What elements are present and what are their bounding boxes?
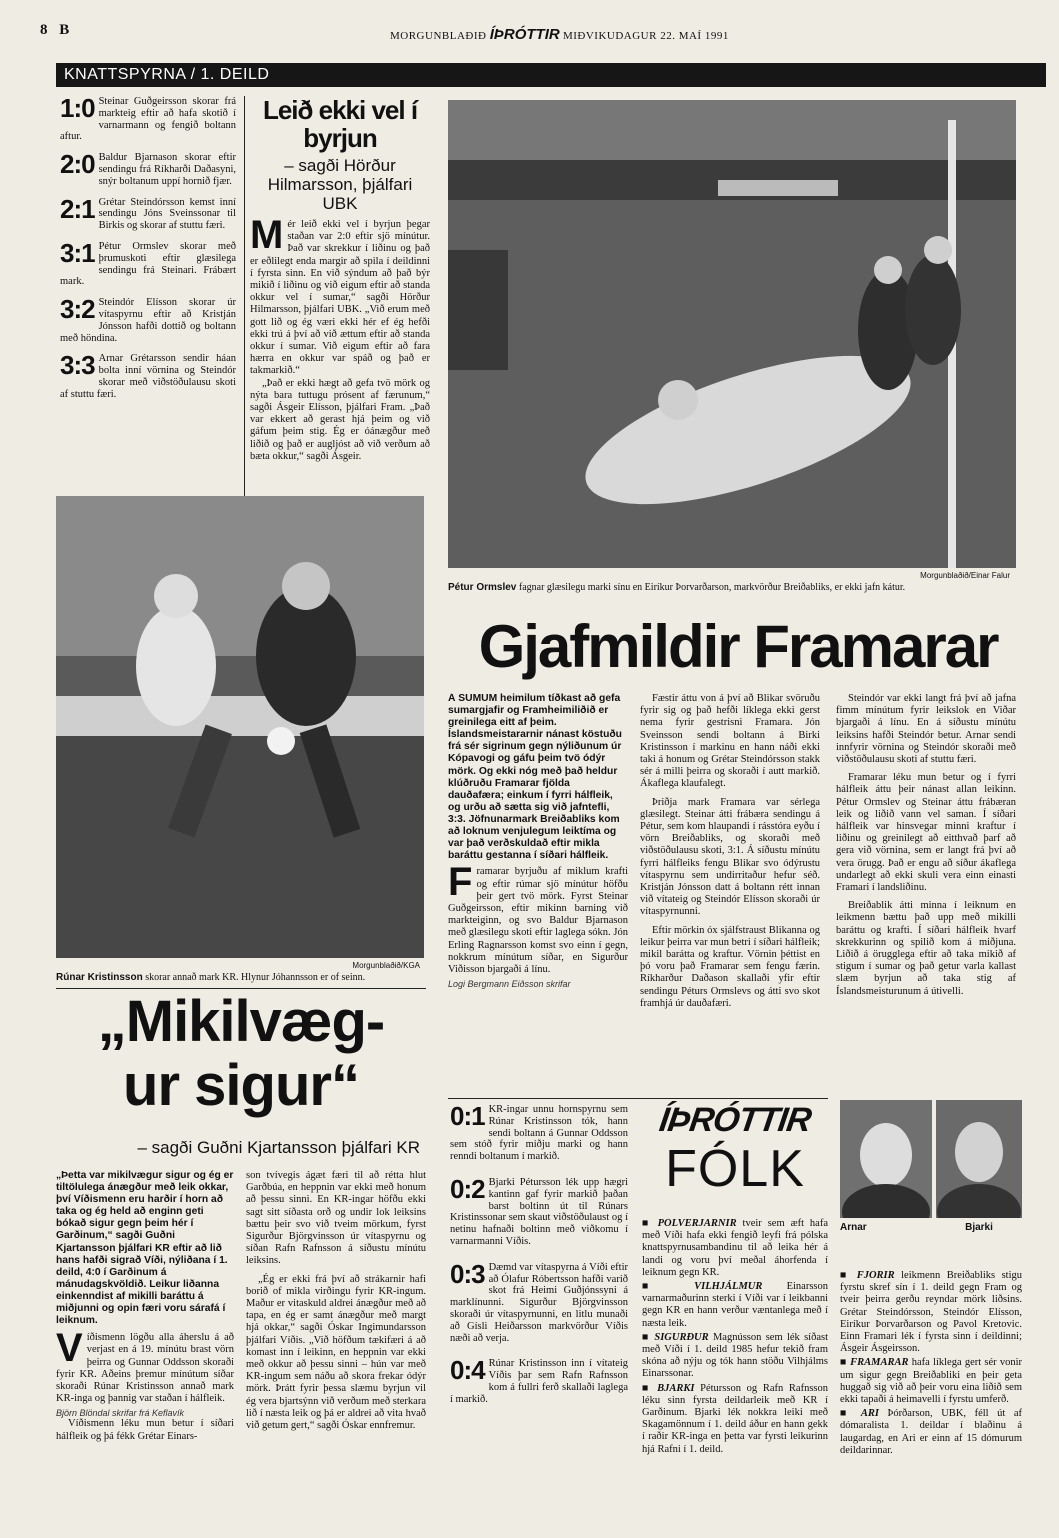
goal-description: Pétur Ormslev skorar með þrumuskoti eftir glæsilega sendingu frá Steinari. Frábært mark. [60, 240, 236, 288]
ubk-body: M ér leið ekki vel í byrjun þegar staðan var 2:0 eftir sjö mínútur. Það var skrekkur í liðinu og það er eðlilegt enda margir að spila í deildinni í fyrsta sinn. En við sýndum að það býr mikið í liðinu og við eigum eftir að standa okkur vel í sumar,“ sagði Hörður Hilmarsson, þjálfari UBK. „Við erum með gott lið og ég væri ekki hér ef ég hefði ekki trú á því að við ættum eftir að standa okkur í sumar. Við eigum eftir að fara hærra en okkur var spáð og það er takmarkið.“ „Það er ekki hægt að gefa tvö mörk og nýta bara tuttugu prósent af færunum,“ sagði Ásgeir Elísson, þjálfari Fram. „Það var ekkert að gerast hjá þeim og við gáfum þeim stig. Ég er óánægður með liðið og það er augljóst að við verðum að bæta okkur,“ sagði Ásgeir. [250, 213, 430, 462]
bullet-square-icon: ■ [642, 1331, 655, 1343]
photo1-credit: Morgunblaðið/Einar Falur [920, 571, 1010, 580]
masthead [390, 26, 729, 43]
goal-description: Grétar Steindórsson kemst inní sendingu Jóns Sveinssonar til Birkis og skorar af stuttu færi. [98, 196, 236, 232]
bullet-square-icon: ■ [642, 1218, 658, 1229]
kr-goal-item [450, 1358, 628, 1405]
goal-item [60, 152, 236, 187]
fram-byline: Logi Bergmann Eiðsson skrifar [448, 979, 571, 990]
caption-arnar: Arnar [840, 1222, 867, 1233]
kr-photo-illustration [56, 496, 424, 958]
goal-item [60, 197, 236, 232]
fram-dropcap: F [448, 860, 473, 905]
goal-score: 3:2 [60, 297, 95, 325]
folk-item-head: PÓLVERJARNIR [657, 1218, 737, 1229]
kr-goal-description: Dæmd var vítaspyrna á Víði eftir að Ólafur Róbertsson hafði varið skot frá Heimi Guðjónssyni á marklínunni. Sigurður Björgvinsson skoraði úr vítaspyrnunni, en litlu munaði að Gísli Heiðarsson markvörður Víðis næði að verja. [450, 1261, 628, 1344]
folk-item [642, 1332, 828, 1381]
kr-dropcap: V [56, 1326, 83, 1371]
kr-article-col2: son tvívegis ágæt færi til að rétta hlut Garðbúa, en heppnin var ekki með honum að þessu sinni. En KR-ingar höfðu ekki sagt sitt síðasta orð og undir lok leiksins bættu þeir svo við tveim mörkum, fyrst Sigurður Björgvinsson úr vítaspyrnu og síðan Rafn Rafnsson á síðustu mínútu leiksins. „Ég er ekki frá því að strákarnir hafi borið of mikla virðingu fyrir KR-ingum. Maður er vitaskuld aldrei ánægður með að tapa, en ég er samt ánægður með margt hjá okkar,“ sagði Óskar Ingimundarsson þjálfari Víðis. „Við höfðum tækifæri á að komast inn í leikinn, en heppnin var ekki með okkur að þessu sinni – hún var með KR-ingum sem náðu að skora frekar ódýr mörk. Þrátt fyrir þessa slæmu byrjun vil ég vera bjartsýnn við verðum með sterkara lið í næsta leik og þá er aldrei að vita hvað við getum gert,“ sagði Óskar ennfremur. [246, 1170, 426, 1432]
kr-goal-item [450, 1177, 628, 1248]
goal-score: 2:0 [60, 152, 95, 180]
kr-goal-score: 0:3 [450, 1261, 485, 1289]
page-header [40, 20, 1040, 46]
kr-goal-description: Bjarki Pétursson lék upp hægri kantinn gaf fyrir markið þaðan barst boltinn út til Rúnars Kristinssonar sem skaut viðstöðulaust og í netinu hafnaði boltinn með viðkomu í varnarmanni Víðis. [450, 1176, 628, 1247]
photo-bjarki [936, 1100, 1022, 1218]
kr-subtitle: – sagði Guðni Kjartansson þjálfari KR [137, 1138, 420, 1157]
folk-item [642, 1281, 828, 1330]
goal-description: Steindór Elísson skorar úr vítaspyrnu eftir að Kristján Jónsson hafði dottið og boltann með höndina. [60, 297, 236, 344]
photo1-caption: Pétur Ormslev fagnar glæsilegu marki sínu en Eiríkur Þorvarðarson, markvörður Breiðabliks, er ekki jafn kátur. [448, 582, 906, 593]
kr-byline: Björn Blöndal skrifar frá Keflavík [56, 1408, 185, 1419]
caption-bjarki: Bjarki [965, 1222, 993, 1233]
folk-item-text: tveir sem æft hafa með Víði hafa ekki fengið leyfi frá pólska knattspyrnusambandinu til að leika hér á landi og voru því meðal áhorfenda í leiknum gegn KR. [642, 1218, 828, 1278]
section-logo: ÍÞRÓTTIR [489, 26, 560, 43]
folk-item-text: leikmenn Breiðabliks stigu fyrstu skref sín í 1. deild gegn Fram og tveir þeirra gerðu reyndar mörk liðsins. Grétar Steindórsson, Steindór Elísson, Eiríkur Þorvarðarson og Pavol Kretovic. Einn Framari lék í fyrsta sinn í deildinni; Ásgeir Ásgeirsson. [840, 1270, 1022, 1355]
bullet-square-icon: ■ [840, 1408, 861, 1420]
goalkeeper-photo-illustration [448, 100, 1016, 568]
kr-goal-item [450, 1262, 628, 1345]
paper-name: MORGUNBLAÐIÐ [390, 30, 487, 42]
bullet-square-icon: ■ [840, 1270, 857, 1281]
folk-item-head: FRAMARAR [850, 1357, 909, 1369]
photo-goalkeeper-dive [448, 100, 1016, 568]
fram-lead: Á SUMUM heimilum tíðkast að gefa sumargjafir og Framheimiliðið er greinilega eitt af þeim. Íslandsmeistararnir nánast köstuðu frá sér sigrinum gegn nýliðunum úr Kópavogi og gáfu þeim tvö ódýr mörk. Og ekki nóg með það heldur klúðruðu Framarar fjölda dauðafæra; einkum í fyrri hálfleik, og urðu að sætta sig við jafntefli, 3:3. Jöfnunarmark Breiðabliks kom að loknum venjulegum leiktíma og var það verðskuldað eftir mikla baráttu gestanna í síðari hálfleik. [448, 693, 622, 862]
goal-description: Arnar Grétarsson sendir háan bolta inní vörnina og Steindór skorar með viðstöðulausu skoti af stuttu færi. [60, 353, 236, 400]
bjarki-portrait [936, 1100, 1022, 1218]
photo-arnar [840, 1100, 932, 1218]
folk-item-text: Einarsson varnarmaðurinn sterki í Víði var í leikbanni gegn KR en hann verður væntanlega með í næsta leik. [642, 1281, 828, 1329]
folk-item-head: VILHJÁLMUR [694, 1281, 763, 1293]
kr-goal-description: Rúnar Kristinsson inn í vítateig Víðis þar sem Rafn Rafnsson kom á fullri ferð skallaði laglega í markið. [450, 1358, 628, 1405]
arnar-portrait [840, 1100, 932, 1218]
kr-title: „Mikilvæg- ur sigur“ [97, 990, 385, 1118]
kr-goal-description: KR-ingar unnu hornspyrnu sem Rúnar Kristinsson tók, hann sendi boltann á Gunnar Oddsson sem stóð fyrir miðju marki og hann renndi boltanum í markið. [450, 1104, 628, 1163]
goal-score: 2:1 [60, 196, 95, 224]
bullet-square-icon: ■ [840, 1357, 851, 1369]
goal-item [60, 353, 236, 400]
fram-col2: Fæstir áttu von á því að Blikar svöruðu fyrir sig og það hefði líklega ekki gerst nema fyrir gestrisni Framara. Jón Sveinsson sendi boltann á Birki Kristinsson í markinu en hann náði ekki taki á honum og Grétar Steindórsson stakk sér á milli þeirra og skoraði í autt markið. Ákaflega klaufalegt. Þriðja mark Framara var sérlega glæsilegt. Steinar átti frábæra sendingu á Pétur, sem kom hlaupandi í rásstóra eyðu í vörn Breiðabliks, og skoraði með viðstöðulausu skoti, 3:1. Á síðustu mínútu fyrri hálfleiks fengu Blikar svo ódýrustu vítaspyrnu sem undirritaður hefur séð. Kristján Jónsson datt á boltann rétt innan við vítateig og Steindór Elísson skoraði úr vítaspyrnunni. Eftir mörkin óx sjálfstraust Blikanna og leikur þeirra var mun betri í síðari hálfleik; mikil barátta og kraftur. Vörnin þéttist en þó voru það Framarar sem fengu færin. Ríkharður Daðason skallaði yfir eftir sendingu Péturs Ormslevs og átti svo skot framhjá úr dauðafæri. [640, 693, 820, 1009]
kr-goal-score: 0:1 [450, 1104, 485, 1131]
fram-title: Gjafmildir Framarar [478, 613, 998, 680]
folk-item [840, 1357, 1022, 1406]
folk-item [840, 1270, 1022, 1355]
folk-item-head: BJARKI [657, 1382, 695, 1394]
photo-kr-player-kick [56, 496, 424, 958]
ubk-dropcap: M [250, 213, 284, 257]
bullet-square-icon: ■ [642, 1281, 695, 1293]
goal-item [60, 297, 236, 344]
folk-item [642, 1383, 828, 1456]
ubk-title: Leið ekki vel í byrjun [262, 96, 418, 153]
folk-logo: ÍÞRÓTTIR FÓLK [656, 1101, 813, 1198]
folk-item [642, 1218, 828, 1279]
goal-score: 3:3 [60, 353, 95, 381]
bullet-square-icon: ■ [642, 1382, 658, 1394]
goal-item [60, 241, 236, 288]
issue-date: MIÐVIKUDAGUR 22. MAÍ 1991 [562, 30, 729, 42]
folk-item-head: FJÓRIR [856, 1270, 895, 1281]
kr-goals-list [450, 1104, 628, 1524]
kr-article-col1: „Þetta var mikilvægur sigur og ég er tiltölulega ánægður með leik okkar, því Víðismenn eru harðir í horn að taka og ég held að enginn geti bókað sigur gegn þeim hér í Garðinum,“ sagði Guðni Kjartansson þjálfari KR eftir að lið hans hafði sigrað Víði, nýliðana í 1. deild, 4:0 í Garðinum á mánudagskvöldið. Leikur liðanna einkenndist af mikilli baráttu á miðjunni og opin færi voru sárafá í leiknum. V íðismenn lögðu alla áherslu á að verjast en á 19. mínútu brast vörn þeirra og Gunnar Oddsson skoraði fyrir KR. Aðeins þremur mínútum síðar skoraði Rúnar Kristinsson annað mark KR-inga og þannig var staðan í hálfleik. Björn Blöndal skrifar frá Keflavík Víðismenn léku mun betur í síðari hálfleik og þá fékk Grétar Einars- [56, 1170, 234, 1442]
goal-item [60, 96, 236, 143]
photo2-credit: Morgunblaðið/KGA [352, 961, 420, 970]
folk-item-text: Magnússon sem lék síðast með Víði í 1. deild 1985 hefur tekið fram skóna að nýju og tók hann stöðu Vilhjálms Einarssonar. [642, 1331, 828, 1380]
goals-list [60, 96, 236, 496]
ubk-article [250, 96, 430, 496]
photo2-caption: Rúnar Kristinsson skorar annað mark KR. Hlynur Jóhannsson er of seinn. [56, 972, 366, 983]
folk-item-text: Pétursson og Rafn Rafnsson léku sinn fyrsta deildarleik með KR í Garðinum. Bjarki lék nokkra leiki með Skagamönnum í 1. deild áður en hann gekk í raðir KR-inga en þetta var fyrsti leikurinn hjá Rafni í 1. deild. [642, 1382, 828, 1455]
folk-item-text: Þórðarson, UBK, féll út af dómaralista 1. deildar í blaðinu á laugardag, en Ari er einn af 15 dómurum deildarinnar. [840, 1408, 1022, 1456]
goal-description: Baldur Bjarnason skorar eftir sendingu frá Ríkharði Daðasyni, snýr boltanum uppí hornið fjær. [98, 152, 236, 187]
fram-col1: Á SUMUM heimilum tíðkast að gefa sumargjafir og Framheimiliðið er greinilega eitt af þeim. Íslandsmeistararnir nánast köstuðu frá sér sigrinum gegn nýliðunum úr Kópavogi og gáfu þeim tvö ódýr mörk. Og ekki nóg með það heldur klúðruðu Framarar fjölda dauðafæra; einkum í fyrri hálfleik, og urðu að sætta sig við jafntefli, 3:3. Jöfnunarmark Breiðabliks kom að loknum venjulegum leiktíma og var það verðskuldað eftir mikla baráttu gestanna í síðari hálfleik. F ramarar byrjuðu af miklum krafti og eftir rúmar sjö mínútur höfðu þeir gert tvö mörk. Fyrst Steinar Guðgeirsson, eftir mikinn barning við markteiginn, og svo Baldur Bjarnason með glæsilegu skoti eftir laglega sókn. Jón Erling Ragnarsson komst svo einn í gegn, nokkrum mínútum síðar, en Sigurður Viðisson bjargaði á línu. Logi Bergmann Eiðsson skrifar [448, 693, 628, 990]
folk-item-text: hafa líklega gert sér vonir um sigur gegn Breiðabliki en þeir geta huggað sig við að þeir voru eina liðið sem ekki tapaði á heimavelli í fyrstu umferð. [840, 1357, 1022, 1406]
folk-items-right [840, 1270, 1022, 1530]
page-number: 8 B [40, 22, 74, 38]
folk-item-head: ARI [860, 1408, 879, 1420]
folk-item-head: SIGURÐUR [654, 1331, 709, 1343]
ubk-subtitle: – sagði Hörður Hilmarsson, þjálfari UBK [267, 156, 413, 213]
goal-score: 3:1 [60, 240, 95, 268]
section-bar: KNATTSPYRNA / 1. DEILD [56, 63, 1046, 87]
kr-goal-item [450, 1104, 628, 1163]
goal-score: 1:0 [60, 96, 95, 123]
goal-description: Steinar Guðgeirsson skorar frá markteig eftir að hafa skotið í varnarmann og fengið boltann aftur. [60, 96, 236, 143]
folk-item [840, 1408, 1022, 1457]
fram-col3: Steindór var ekki langt frá því að jafna fimm mínútum fyrir leikslok en Viðar bjargaði á línu. En á síðustu mínútu leiksins hafði Steindór betur. Arnar sendi innfyrir vörnina og Steindór skoraði með viðstöðulausu skoti af stuttu færi. Framarar léku mun betur og í fyrri hálfleik áttu þeir nánast allan leikinn. Pétur Ormslev og Steinar áttu frábæran leik og liðið vann vel saman. Í síðari hálfleik var hinsvegar minni kraftur í liðinu og greinilegt að eitthvað þarf að gera við vörnina, sem er langt frá því að vera örugg. Það er engu að síður ákaflega undarlegt að ekki skuli vera einn einasti Framari í landsliðinu. Breiðablik átti minna í leiknum en leikmenn bættu það upp með mikilli baráttu og krafti. Í síðari hálfleik hvarf skrekkurinn og spilið kom á miðjuna. Liðið á örugglega eftir að taka mikið af stigum í sumar og það getur varla kallast slæm byrjun að taka stig af Íslandsmeisturunum á útivelli. [836, 693, 1016, 997]
kr-lead: „Þetta var mikilvægur sigur og ég er tiltölulega ánægður með leik okkar, því Víðismenn eru harðir í horn að taka og ég held að enginn geti bókað sigur gegn þeim hér í Garðinum,“ sagði Guðni Kjartansson þjálfari KR eftir að lið hans hafði sigrað Víði, nýliðana í 1. deild, 4:0 í Garðinum á mánudagskvöldið. Leikur liðanna einkenndist af mikilli baráttu á miðjunni og opin færi voru sárafá í leiknum. [56, 1170, 234, 1327]
kr-goal-score: 0:2 [450, 1176, 485, 1204]
folk-items-left [642, 1218, 828, 1528]
kr-goal-score: 0:4 [450, 1358, 485, 1386]
